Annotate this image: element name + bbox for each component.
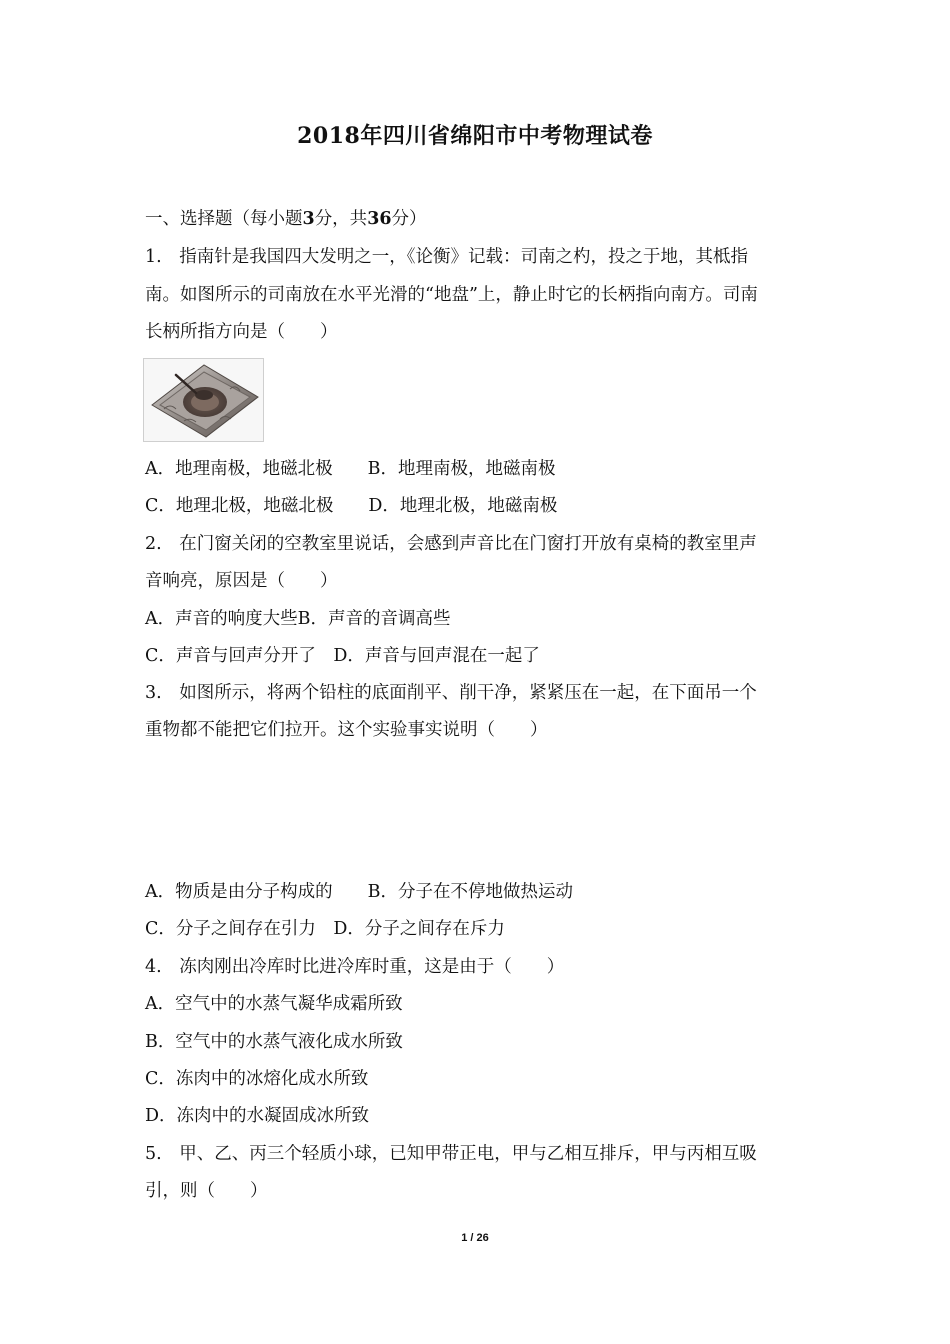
question-3-options-line-2: C．分子之间存在引力 D．分子之间存在斥力 (145, 919, 505, 939)
question-1-options-line-2: C．地理北极，地磁北极 D．地理北极，地磁南极 (145, 496, 558, 516)
question-4-option-d: D．冻肉中的水凝固成冰所致 (145, 1106, 370, 1126)
question-1-stem-line-1: 1. 指南针是我国四大发明之一，《论衡》记载：司南之杓，投之于地，其柢指 (145, 247, 748, 267)
question-2-options-line-1: A．声音的响度大些B．声音的音调高些 (145, 609, 451, 629)
section-heading (145, 207, 427, 231)
question-5-stem-line-2: 引，则（ ） (145, 1181, 268, 1201)
question-2-options-line-2: C．声音与回声分开了 D．声音与回声混在一起了 (145, 646, 540, 666)
section-points-each: 3 (302, 209, 315, 229)
question-3-stem-line-1: 3. 如图所示，将两个铅柱的底面削平、削干净，紧紧压在一起，在下面吊一个 (145, 683, 757, 703)
question-2-stem-line-2: 音响亮，原因是（ ） (145, 571, 338, 591)
question-3-options-line-1: A．物质是由分子构成的 B．分子在不停地做热运动 (145, 882, 573, 902)
question-4-option-c: C．冻肉中的冰熔化成水所致 (145, 1069, 369, 1089)
page-number: 1 / 26 (461, 1232, 489, 1244)
question-4-option-b: B．空气中的水蒸气液化成水所致 (145, 1032, 403, 1052)
question-4-option-a: A．空气中的水蒸气凝华成霜所致 (145, 994, 403, 1014)
section-heading-post: 分） (391, 209, 427, 229)
section-heading-pre: 一、选择题（每小题 (145, 209, 303, 229)
section-heading-mid: 分，共 (314, 209, 368, 229)
question-1-options-line-1: A．地理南极，地磁北极 B．地理南极，地磁南极 (145, 459, 556, 479)
question-3-stem-line-2: 重物都不能把它们拉开。这个实验事实说明（ ） (145, 720, 548, 740)
section-points-total: 36 (367, 209, 392, 229)
question-4-stem: 4. 冻肉刚出冷库时比进冷库时重，这是由于（ ） (145, 957, 565, 977)
question-5-stem-line-1: 5. 甲、乙、丙三个轻质小球，已知甲带正电，甲与乙相互排斥，甲与丙相互吸 (145, 1144, 757, 1164)
sinan-compass-figure (143, 358, 264, 442)
question-1-stem-line-2: 南。如图所示的司南放在水平光滑的“地盘”上，静止时它的长柄指向南方。司南 (145, 285, 758, 305)
page-title: 2018年四川省绵阳市中考物理试卷 (297, 123, 653, 149)
sinan-compass-image (144, 359, 263, 441)
question-2-stem-line-1: 2. 在门窗关闭的空教室里说话，会感到声音比在门窗打开放有桌椅的教室里声 (145, 534, 757, 554)
question-1-stem-line-3: 长柄所指方向是（ ） (145, 322, 338, 342)
